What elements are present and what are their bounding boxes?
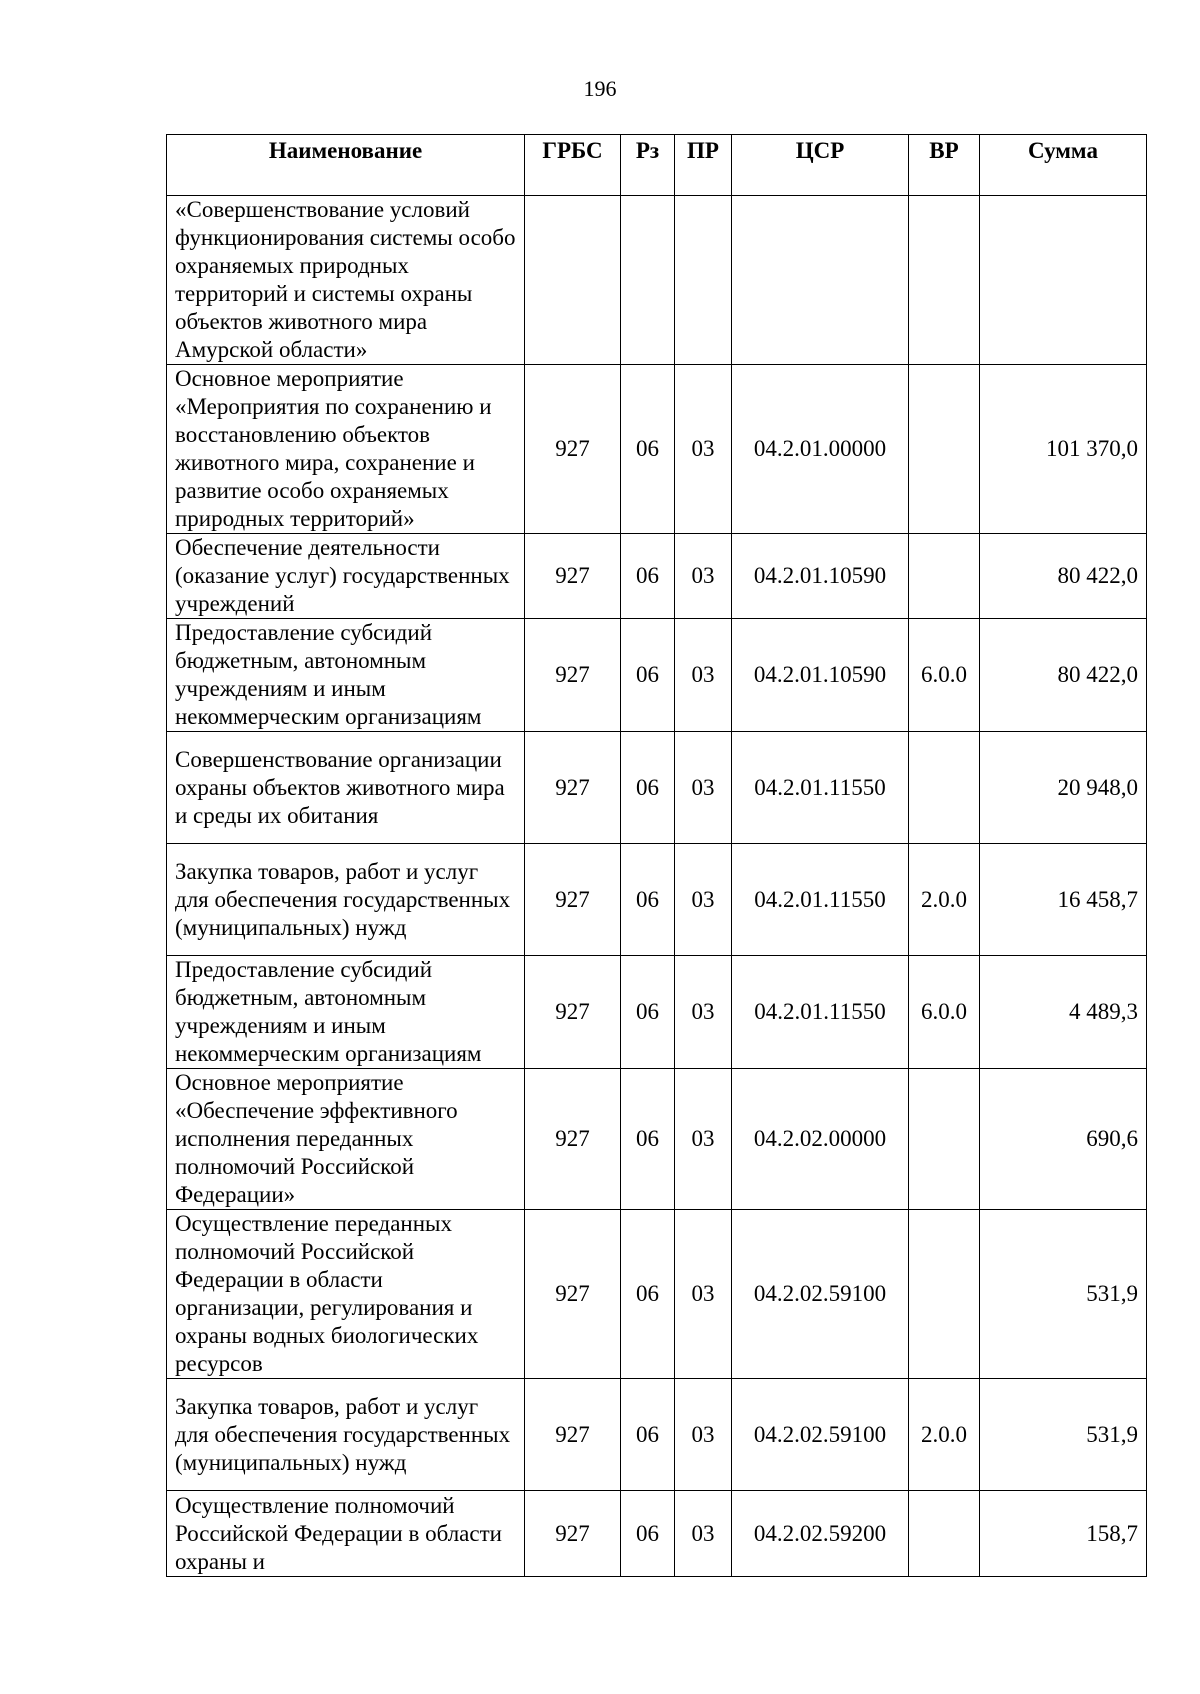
cell-sum: 20 948,0 — [980, 732, 1147, 844]
cell-name: Предоставление субсидий бюджетным, автономным учреждениям и иным некоммерческим организациям — [167, 619, 525, 732]
table-row — [167, 1069, 1147, 1210]
table-row — [167, 365, 1147, 534]
cell-grbs: 927 — [525, 365, 621, 534]
cell-sum: 158,7 — [980, 1491, 1147, 1577]
cell-vr — [909, 1069, 980, 1210]
cell-pr: 03 — [675, 534, 732, 619]
cell-name: Предоставление субсидий бюджетным, автономным учреждениям и иным некоммерческим организациям — [167, 956, 525, 1069]
cell-grbs: 927 — [525, 1069, 621, 1210]
cell-vr: 2.0.0 — [909, 844, 980, 956]
cell-csr: 04.2.02.59200 — [732, 1491, 909, 1577]
cell-csr: 04.2.02.59100 — [732, 1379, 909, 1491]
cell-vr — [909, 196, 980, 365]
cell-vr — [909, 1491, 980, 1577]
cell-grbs: 927 — [525, 1379, 621, 1491]
cell-sum: 16 458,7 — [980, 844, 1147, 956]
cell-pr: 03 — [675, 1069, 732, 1210]
cell-rz: 06 — [621, 1379, 675, 1491]
table-row — [167, 1379, 1147, 1491]
header-name: Наименование — [167, 135, 525, 196]
cell-sum: 4 489,3 — [980, 956, 1147, 1069]
cell-pr: 03 — [675, 1210, 732, 1379]
cell-rz: 06 — [621, 844, 675, 956]
header-vr: ВР — [909, 135, 980, 196]
cell-name: Основное мероприятие «Обеспечение эффективного исполнения переданных полномочий Российской Федерации» — [167, 1069, 525, 1210]
table-header-row — [167, 135, 1147, 196]
table-row — [167, 619, 1147, 732]
cell-sum: 80 422,0 — [980, 619, 1147, 732]
cell-name: Обеспечение деятельности (оказание услуг) государственных учреждений — [167, 534, 525, 619]
cell-vr — [909, 365, 980, 534]
cell-csr: 04.2.01.00000 — [732, 365, 909, 534]
table-row — [167, 732, 1147, 844]
cell-rz — [621, 196, 675, 365]
cell-pr: 03 — [675, 732, 732, 844]
cell-sum: 101 370,0 — [980, 365, 1147, 534]
cell-rz: 06 — [621, 1069, 675, 1210]
table-row — [167, 196, 1147, 365]
cell-sum: 531,9 — [980, 1210, 1147, 1379]
cell-pr: 03 — [675, 844, 732, 956]
cell-vr: 6.0.0 — [909, 956, 980, 1069]
cell-pr: 03 — [675, 619, 732, 732]
cell-csr: 04.2.01.11550 — [732, 732, 909, 844]
cell-grbs: 927 — [525, 956, 621, 1069]
cell-csr: 04.2.01.11550 — [732, 956, 909, 1069]
cell-grbs: 927 — [525, 1210, 621, 1379]
cell-csr: 04.2.02.00000 — [732, 1069, 909, 1210]
cell-rz: 06 — [621, 619, 675, 732]
table-row — [167, 534, 1147, 619]
cell-sum: 690,6 — [980, 1069, 1147, 1210]
cell-csr — [732, 196, 909, 365]
cell-vr — [909, 732, 980, 844]
cell-rz: 06 — [621, 1210, 675, 1379]
budget-table — [166, 134, 1147, 1577]
header-sum: Сумма — [980, 135, 1147, 196]
cell-sum: 80 422,0 — [980, 534, 1147, 619]
header-grbs: ГРБС — [525, 135, 621, 196]
cell-grbs — [525, 196, 621, 365]
cell-vr — [909, 1210, 980, 1379]
cell-name: Закупка товаров, работ и услуг для обеспечения государственных (муниципальных) нужд — [167, 844, 525, 956]
cell-sum — [980, 196, 1147, 365]
cell-csr: 04.2.01.10590 — [732, 619, 909, 732]
cell-rz: 06 — [621, 1491, 675, 1577]
cell-grbs: 927 — [525, 619, 621, 732]
cell-name: «Совершенствование условий функционирования системы особо охраняемых природных территорий и системы охраны объектов животного мира Амурской области» — [167, 196, 525, 365]
cell-csr: 04.2.01.11550 — [732, 844, 909, 956]
header-rz: Рз — [621, 135, 675, 196]
table-row — [167, 844, 1147, 956]
cell-pr — [675, 196, 732, 365]
cell-pr: 03 — [675, 1379, 732, 1491]
table-row — [167, 1491, 1147, 1577]
table-row — [167, 1210, 1147, 1379]
cell-rz: 06 — [621, 534, 675, 619]
page-number: 196 — [583, 76, 617, 101]
cell-grbs: 927 — [525, 844, 621, 956]
cell-grbs: 927 — [525, 732, 621, 844]
cell-grbs: 927 — [525, 534, 621, 619]
cell-name: Осуществление полномочий Российской Федерации в области охраны и — [167, 1491, 525, 1577]
cell-pr: 03 — [675, 1491, 732, 1577]
cell-name: Основное мероприятие «Мероприятия по сохранению и восстановлению объектов животного мира, сохранение и развитие особо охраняемых природных территорий» — [167, 365, 525, 534]
table-row — [167, 956, 1147, 1069]
header-csr: ЦСР — [732, 135, 909, 196]
cell-vr: 2.0.0 — [909, 1379, 980, 1491]
cell-csr: 04.2.02.59100 — [732, 1210, 909, 1379]
cell-vr: 6.0.0 — [909, 619, 980, 732]
cell-name: Совершенствование организации охраны объектов животного мира и среды их обитания — [167, 732, 525, 844]
cell-vr — [909, 534, 980, 619]
cell-pr: 03 — [675, 365, 732, 534]
header-pr: ПР — [675, 135, 732, 196]
cell-grbs: 927 — [525, 1491, 621, 1577]
cell-name: Закупка товаров, работ и услуг для обеспечения государственных (муниципальных) нужд — [167, 1379, 525, 1491]
cell-name: Осуществление переданных полномочий Российской Федерации в области организации, регулирования и охраны водных биологических ресурсов — [167, 1210, 525, 1379]
cell-sum: 531,9 — [980, 1379, 1147, 1491]
cell-rz: 06 — [621, 365, 675, 534]
cell-rz: 06 — [621, 732, 675, 844]
cell-rz: 06 — [621, 956, 675, 1069]
cell-pr: 03 — [675, 956, 732, 1069]
cell-csr: 04.2.01.10590 — [732, 534, 909, 619]
